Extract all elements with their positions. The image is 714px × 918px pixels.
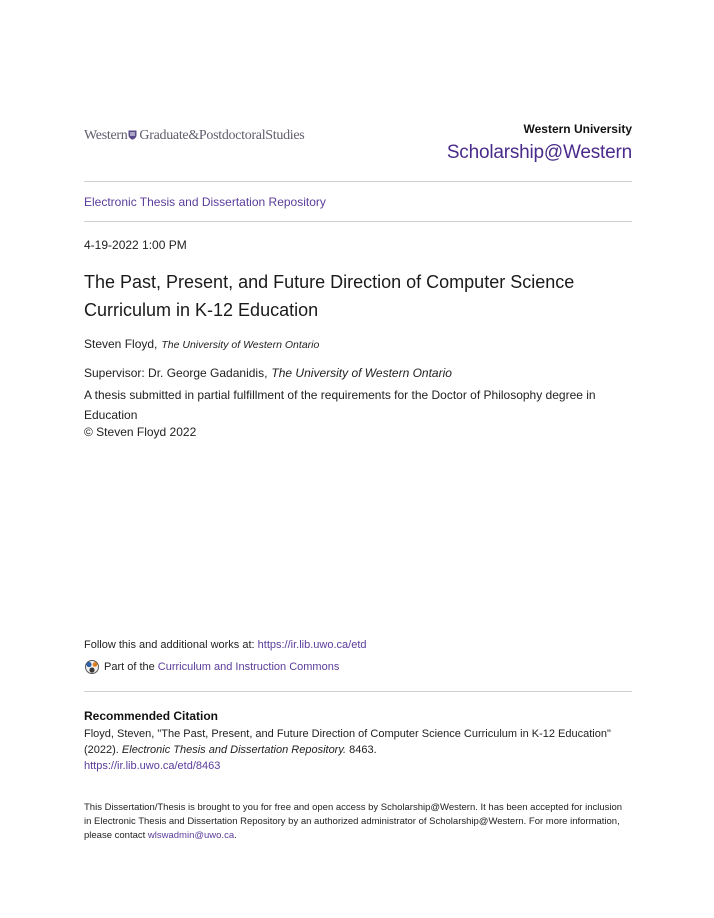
citation-series: Electronic Thesis and Dissertation Repository. <box>121 744 347 756</box>
logo-right-text: Graduate&PostdoctoralStudies <box>139 128 305 143</box>
divider <box>84 221 632 222</box>
copyright-notice: © Steven Floyd 2022 <box>84 425 197 439</box>
access-statement <box>84 801 632 843</box>
western-crest-icon <box>128 130 137 140</box>
cover-page <box>84 0 632 918</box>
supervisor-affiliation: The University of Western Ontario <box>271 366 452 380</box>
logo-left-text: Western <box>84 128 128 143</box>
citation-number: 8463. <box>349 744 377 756</box>
supervisor-line <box>84 366 452 380</box>
citation-text: Floyd, Steven, "The Past, Present, and Future Direction of Computer Science Curriculum in K-12 Education" (2022). <box>84 728 611 756</box>
follow-text: Follow this and additional works at: <box>84 639 258 651</box>
divider <box>84 691 632 692</box>
part-of-text: Part of the <box>104 661 155 673</box>
contact-email-link[interactable]: wlswadmin@uwo.ca <box>147 830 235 841</box>
degree-statement: A thesis submitted in partial fulfillment of the requirements for the Doctor of Philosophy degree in Education <box>84 388 596 422</box>
western-graduate-studies-logo <box>84 128 304 144</box>
author-line <box>84 337 319 351</box>
supervisor-name: Supervisor: Dr. George Gadanidis, <box>84 366 268 380</box>
institution-name: Western University <box>523 122 632 136</box>
citation-url-link[interactable]: https://ir.lib.uwo.ca/etd/8463 <box>84 760 221 772</box>
publication-date: 4-19-2022 1:00 PM <box>84 238 187 252</box>
recommended-citation <box>84 726 632 774</box>
thesis-title: The Past, Present, and Future Direction of Computer Science Curriculum in K-12 Education <box>84 272 575 320</box>
commons-link[interactable]: Curriculum and Instruction Commons <box>157 661 340 673</box>
series-link[interactable]: Electronic Thesis and Dissertation Repository <box>84 195 326 209</box>
part-of-line <box>84 659 339 675</box>
follow-line <box>84 639 367 651</box>
footer-end: . <box>234 830 237 841</box>
network-commons-icon <box>84 659 100 675</box>
etd-collection-link[interactable]: https://ir.lib.uwo.ca/etd <box>257 639 367 651</box>
footer-text: This Dissertation/Thesis is brought to you for free and open access by Scholarship@Western. It has been accepted for inclusion in Electronic Thesis and Dissertation Repository by an authorized administrator of Scholarship@Western. For more information, please contact <box>84 802 623 841</box>
repository-brand[interactable]: Scholarship@Western <box>446 142 632 163</box>
author-name: Steven Floyd, <box>84 337 158 351</box>
divider <box>84 181 632 182</box>
author-affiliation: The University of Western Ontario <box>161 339 320 351</box>
recommended-citation-heading: Recommended Citation <box>84 709 219 723</box>
